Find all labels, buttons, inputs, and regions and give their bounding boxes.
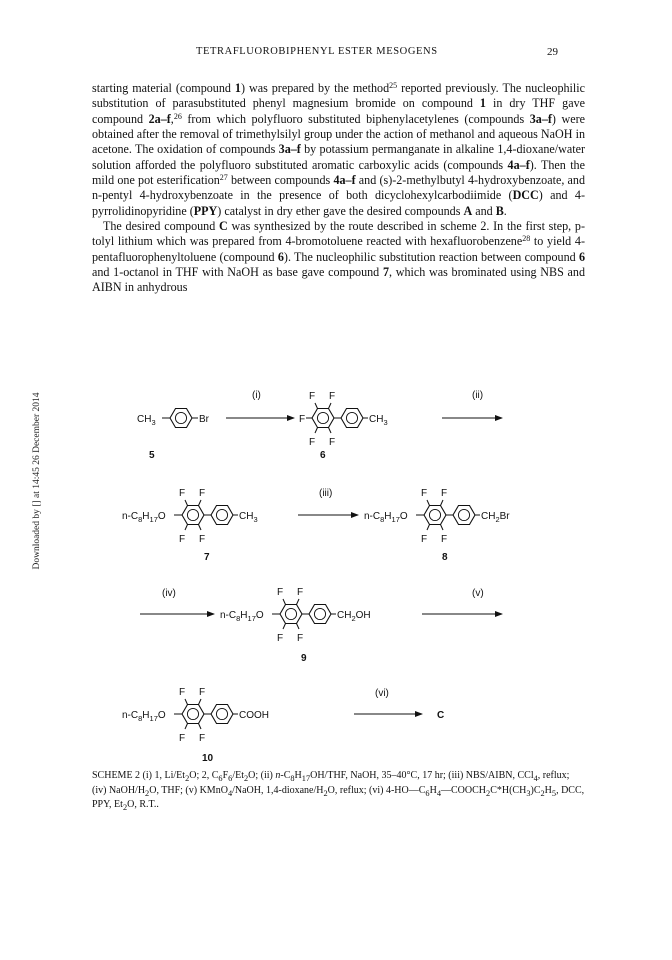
- f-label: F: [199, 488, 206, 499]
- f-label: F: [441, 488, 448, 499]
- paragraph-1: starting material (compound 1) was prepared by the method$^{25}$ reported previously. The nucleophilic substitution of parasubstituted phenyl magnesium bromide on compound 1 in dry THF gave compound 2a–f,$^{26}$ from which polyfluoro substituted biphenylacetylenes (compounds 3a–f) were obtained after the removal of trimethylsilyl group under the action of methanol and aqueous NaOH in acetone. The oxidation of compounds 3a–f by potassium permanganate in alkaline 1,4-dioxane/water solution afforded the polyfluoro substituted aromatic carboxylic acids (compounds 4a–f). Then the mild one pot esterification$^{27}$ between compounds 4a–f and (s)-2-methylbutyl 4-hydroxybenzoate, and n-pentyl 4-hydroxybenzoate in the presence of both dicyclohexylcarbodiimide (DCC) and 4-pyrrolidinopyridine (PPY) catalyst in dry ether gave the desired compounds A and B.: [92, 81, 585, 218]
- f-label: F: [199, 534, 206, 545]
- step-label-iv: (iv): [162, 588, 176, 599]
- step-label-vi: (vi): [375, 688, 389, 699]
- octyloxy-label: $n-C_8H_{17}O$: [122, 710, 166, 723]
- step-label-v: (v): [472, 588, 484, 599]
- compound-number-8: 8: [442, 552, 448, 563]
- running-title: TETRAFLUOROBIPHENYL ESTER MESOGENS: [196, 46, 438, 57]
- f-label: F: [199, 687, 206, 698]
- reaction-scheme-drawing: [92, 365, 592, 765]
- ch3-label-5: $CH_3$: [137, 414, 156, 427]
- step-label-iii: (iii): [319, 488, 333, 499]
- f-label: F: [309, 391, 316, 402]
- cooh-label: COOH: [239, 710, 269, 721]
- download-watermark-text: Downloaded by [] at 14:45 26 December 2014: [32, 392, 42, 570]
- f-label: F: [309, 437, 316, 448]
- f-label: F: [297, 587, 304, 598]
- step-label-ii: (ii): [472, 390, 484, 401]
- paragraph-2: The desired compound C was synthesized by the route described in scheme 2. In the first step, p-tolyl lithium which was prepared from 4-bromotoluene reacted with hexafluorobenzene$^{28}$ to yield 4-pentafluorophenyltoluene (compound 6). The nucleophilic substitution reaction between compound 6 and 1-octanol in THF with NaOH as base gave compound 7, which was brominated using NBS and AIBN in anhydrous: [92, 219, 585, 295]
- f-label: F: [277, 587, 284, 598]
- page-header: [0, 46, 672, 62]
- ch2oh-label: $CH_2OH$: [337, 610, 371, 623]
- f-label: F: [299, 414, 306, 425]
- f-label: F: [421, 534, 428, 545]
- page-number: 29: [547, 46, 558, 58]
- scheme-caption: SCHEME 2 (i) 1, $Li/Et_2O$; 2, $C_6F_6/Et_2O$; (ii) $n-C_8H_{17}OH$/THF, NaOH, 35–40°C, 17 hr; (iii) NBS/AIBN, CCl$_4$, reflux; (iv) NaOH/$H_2O$, THF; (v) KMnO$_4$/NaOH, $1,4-dioxane/H_2O$, reflux; (vi) $4-HO—C_6H_4—COOCH_2C*H(CH_3)C_2H_5$, DCC, PPY, $Et_2O$, R.T..: [92, 770, 585, 812]
- f-label: F: [199, 733, 206, 744]
- step-label-i: (i): [252, 390, 261, 401]
- f-label: F: [179, 733, 186, 744]
- compound-number-5: 5: [149, 450, 155, 461]
- f-label: F: [277, 633, 284, 644]
- product-label: C: [437, 710, 445, 721]
- compound-number-10: 10: [202, 753, 214, 764]
- f-label: F: [441, 534, 448, 545]
- ch3-label-7: $CH_3$: [239, 511, 258, 524]
- f-label: F: [421, 488, 428, 499]
- f-label: F: [329, 437, 336, 448]
- ch3-label-6: $CH_3$: [369, 414, 388, 427]
- reaction-scheme: [92, 365, 592, 785]
- compound-number-7: 7: [204, 552, 210, 563]
- br-label: Br: [199, 414, 209, 425]
- octyloxy-label: $n-C_8H_{17}O$: [220, 610, 264, 623]
- download-watermark: [22, 318, 42, 648]
- f-label: F: [179, 687, 186, 698]
- compound-number-6: 6: [320, 450, 326, 461]
- octyloxy-label: $n-C_8H_{17}O$: [122, 511, 166, 524]
- body-text: [92, 81, 585, 296]
- octyloxy-label: $n-C_8H_{17}O$: [364, 511, 408, 524]
- f-label: F: [179, 534, 186, 545]
- f-label: F: [297, 633, 304, 644]
- f-label: F: [179, 488, 186, 499]
- compound-number-9: 9: [301, 653, 307, 664]
- ch2br-label: $CH_2Br$: [481, 511, 510, 524]
- f-label: F: [329, 391, 336, 402]
